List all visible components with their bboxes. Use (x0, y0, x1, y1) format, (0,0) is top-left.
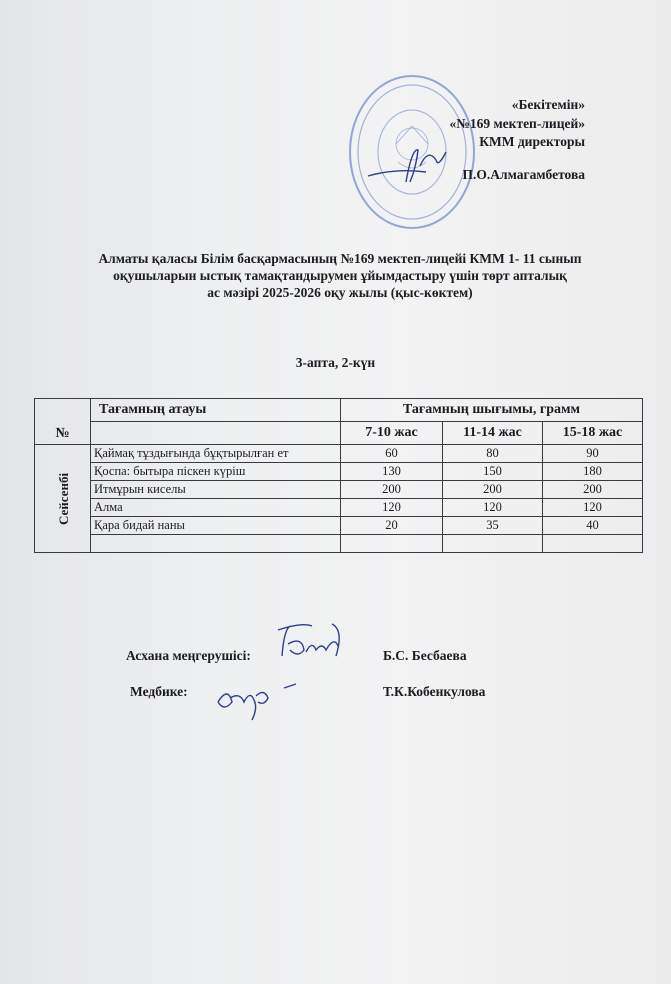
portion-value: 180 (543, 463, 643, 481)
portion-value: 80 (443, 445, 543, 463)
portion-value: 120 (341, 499, 443, 517)
document-title (40, 250, 640, 301)
portion-value: 130 (341, 463, 443, 481)
col-header-number: № (35, 399, 91, 445)
table-row (35, 463, 643, 481)
dish-name: Алма (91, 499, 341, 517)
day-label: Сейсенбі (56, 472, 72, 525)
dish-name: Қара бидай наны (91, 517, 341, 535)
dish-name: Қаймақ тұздығында бұқтырылған ет (91, 445, 341, 463)
table-row-empty (35, 535, 643, 553)
day-cell (35, 445, 91, 553)
table-row (35, 445, 643, 463)
col-header-age-3: 15-18 жас (543, 422, 643, 445)
table-row (35, 499, 643, 517)
nurse-signature-icon (210, 672, 310, 724)
col-header-age-2: 11-14 жас (443, 422, 543, 445)
nurse-label: Медбике: (130, 684, 188, 699)
portion-value: 20 (341, 517, 443, 535)
nurse-name: Т.К.Кобенкулова (383, 684, 486, 699)
title-line1: Алматы қаласы Білім басқармасының №169 мектеп-лицейі КММ 1- 11 сынып (98, 251, 582, 266)
dish-name: Қоспа: бытыра піскен күріш (91, 463, 341, 481)
portion-value: 150 (443, 463, 543, 481)
portion-value: 60 (341, 445, 443, 463)
portion-value: 120 (443, 499, 543, 517)
portion-value: 200 (543, 481, 643, 499)
dish-name: Итмұрын киселы (91, 481, 341, 499)
canteen-manager-label: Асхана меңгерушісі: (126, 648, 251, 663)
portion-value: 35 (443, 517, 543, 535)
director-signature-icon (366, 138, 456, 188)
col-header-empty (91, 422, 341, 445)
portion-value: 90 (543, 445, 643, 463)
portion-value: 120 (543, 499, 643, 517)
director-name: П.О.Алмагамбетова (462, 166, 585, 182)
approval-line2: «№169 мектеп-лицей» (449, 115, 585, 131)
portion-value: 200 (341, 481, 443, 499)
approval-block (450, 96, 585, 184)
col-header-output: Тағамның шығымы, грамм (341, 399, 643, 422)
portion-value: 200 (443, 481, 543, 499)
portion-value: 40 (543, 517, 643, 535)
table-row (35, 517, 643, 535)
col-header-name: Тағамның атауы (91, 399, 341, 422)
week-day-subtitle: 3-апта, 2-күн (295, 355, 376, 370)
title-line2: оқушыларын ыстық тамақтандырумен ұйымдастыру үшін төрт апталық (113, 268, 567, 283)
title-line3: ас мәзірі 2025-2026 оқу жылы (қыс-көктем) (207, 285, 473, 300)
col-header-age-1: 7-10 жас (341, 422, 443, 445)
approval-line1: «Бекітемін» (511, 97, 585, 112)
canteen-signature-icon (272, 616, 362, 666)
menu-table (34, 398, 643, 553)
table-row (35, 481, 643, 499)
approval-line3: КММ директоры (479, 134, 585, 149)
canteen-manager-name: Б.С. Бесбаева (383, 648, 467, 663)
